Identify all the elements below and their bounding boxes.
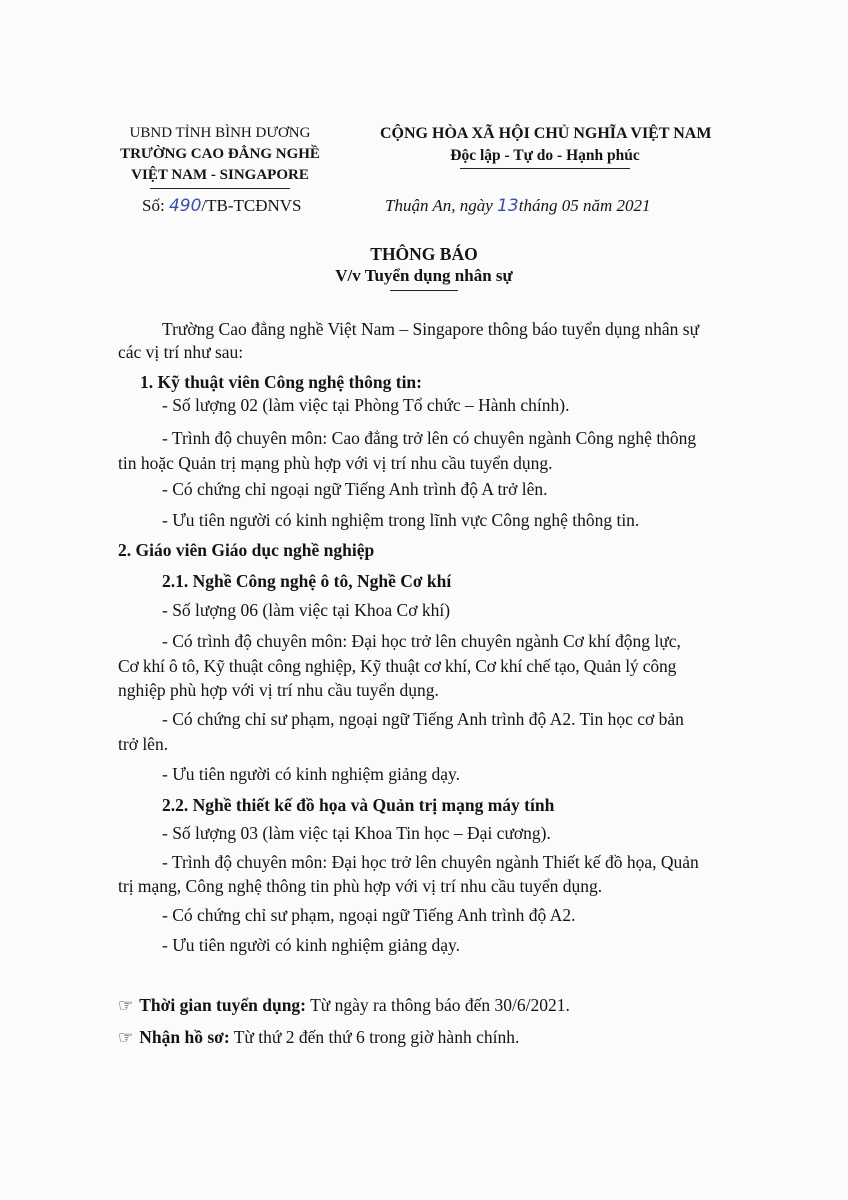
org-name-line2: VIỆT NAM - SINGAPORE (131, 167, 309, 183)
recruitment-time (118, 995, 570, 1016)
pointing-hand-icon: ☞ (118, 1028, 134, 1047)
pointing-hand-icon: ☞ (118, 996, 134, 1015)
section-2-1-line-4: nghiệp phù hợp với vị trí nhu cầu tuyển dụng. (118, 680, 439, 700)
section-1-heading: 1. Kỹ thuật viên Công nghệ thông tin: (140, 372, 422, 392)
document-title: THÔNG BÁO (370, 244, 478, 264)
date-day-handwritten: 13 (497, 196, 519, 216)
section-1-line-3: tin hoặc Quản trị mạng phù hợp với vị trí nhu cầu tuyển dụng. (118, 453, 553, 473)
section-1-line-2: - Trình độ chuyên môn: Cao đẳng trở lên có chuyên ngành Công nghệ thông (162, 428, 697, 448)
document-number-prefix: Số: (142, 196, 169, 215)
section-1-line-1: - Số lượng 02 (làm việc tại Phòng Tổ chức – Hành chính). (162, 395, 570, 415)
intro-line-1: Trường Cao đẳng nghề Việt Nam – Singapore thông báo tuyển dụng nhân sự (162, 319, 700, 339)
org-name-line1: TRƯỜNG CAO ĐẲNG NGHỀ (120, 146, 320, 162)
section-2-1-line-5: - Có chứng chỉ sư phạm, ngoại ngữ Tiếng Anh trình độ A2. Tin học cơ bản (162, 709, 684, 729)
section-2-2-heading: 2.2. Nghề thiết kế đồ họa và Quản trị mạng máy tính (162, 795, 555, 815)
application-submission-label: Nhận hồ sơ: (139, 1027, 230, 1047)
recruitment-time-label: Thời gian tuyển dụng: (139, 995, 307, 1015)
section-2-1-line-6: trở lên. (118, 734, 169, 754)
section-1-line-4: - Có chứng chỉ ngoại ngữ Tiếng Anh trình độ A trở lên. (162, 479, 548, 499)
document-number-handwritten: 490 (168, 196, 202, 216)
application-submission-value: Từ thứ 2 đến thứ 6 trong giờ hành chính. (229, 1027, 520, 1047)
document-date (385, 196, 650, 216)
section-2-2-line-3: trị mạng, Công nghệ thông tin phù hợp với vị trí nhu cầu tuyển dụng. (118, 876, 603, 896)
section-2-1-line-1: - Số lượng 06 (làm việc tại Khoa Cơ khí) (162, 600, 451, 620)
recruitment-time-value: Từ ngày ra thông báo đến 30/6/2021. (306, 995, 570, 1015)
section-2-2-line-4: - Có chứng chỉ sư phạm, ngoại ngữ Tiếng Anh trình độ A2. (162, 905, 576, 925)
national-motto: Độc lập - Tự do - Hạnh phúc (450, 147, 640, 164)
date-prefix: Thuận An, ngày (385, 196, 498, 215)
section-2-1-line-3: Cơ khí ô tô, Kỹ thuật công nghiệp, Kỹ thuật cơ khí, Cơ khí chế tạo, Quản lý công (118, 656, 677, 676)
section-2-1-line-2: - Có trình độ chuyên môn: Đại học trở lên chuyên ngành Cơ khí động lực, (162, 631, 681, 651)
org-underline (150, 188, 290, 189)
document-number-suffix: /TB-TCĐNVS (201, 196, 302, 215)
date-suffix: tháng 05 năm 2021 (518, 196, 651, 215)
section-2-1-line-7: - Ưu tiên người có kinh nghiệm giảng dạy. (162, 764, 461, 784)
application-submission (118, 1027, 519, 1048)
org-parent: UBND TỈNH BÌNH DƯƠNG (129, 125, 311, 141)
section-2-2-line-5: - Ưu tiên người có kinh nghiệm giảng dạy. (162, 935, 461, 955)
document-number (142, 196, 302, 216)
intro-line-2: các vị trí như sau: (118, 342, 244, 362)
national-title: CỘNG HÒA XÃ HỘI CHỦ NGHĨA VIỆT NAM (380, 125, 712, 142)
section-2-2-line-2: - Trình độ chuyên môn: Đại học trở lên chuyên ngành Thiết kế đồ họa, Quản (162, 852, 699, 872)
section-1-line-5: - Ưu tiên người có kinh nghiệm trong lĩnh vực Công nghệ thông tin. (162, 510, 640, 530)
section-2-2-line-1: - Số lượng 03 (làm việc tại Khoa Tin học – Đại cương). (162, 823, 551, 843)
document-subject: V/v Tuyển dụng nhân sự (335, 266, 513, 285)
section-2-1-heading: 2.1. Nghề Công nghệ ô tô, Nghề Cơ khí (162, 571, 452, 591)
subject-underline (390, 290, 458, 291)
section-2-heading: 2. Giáo viên Giáo dục nghề nghiệp (118, 540, 375, 560)
motto-underline (460, 168, 630, 169)
